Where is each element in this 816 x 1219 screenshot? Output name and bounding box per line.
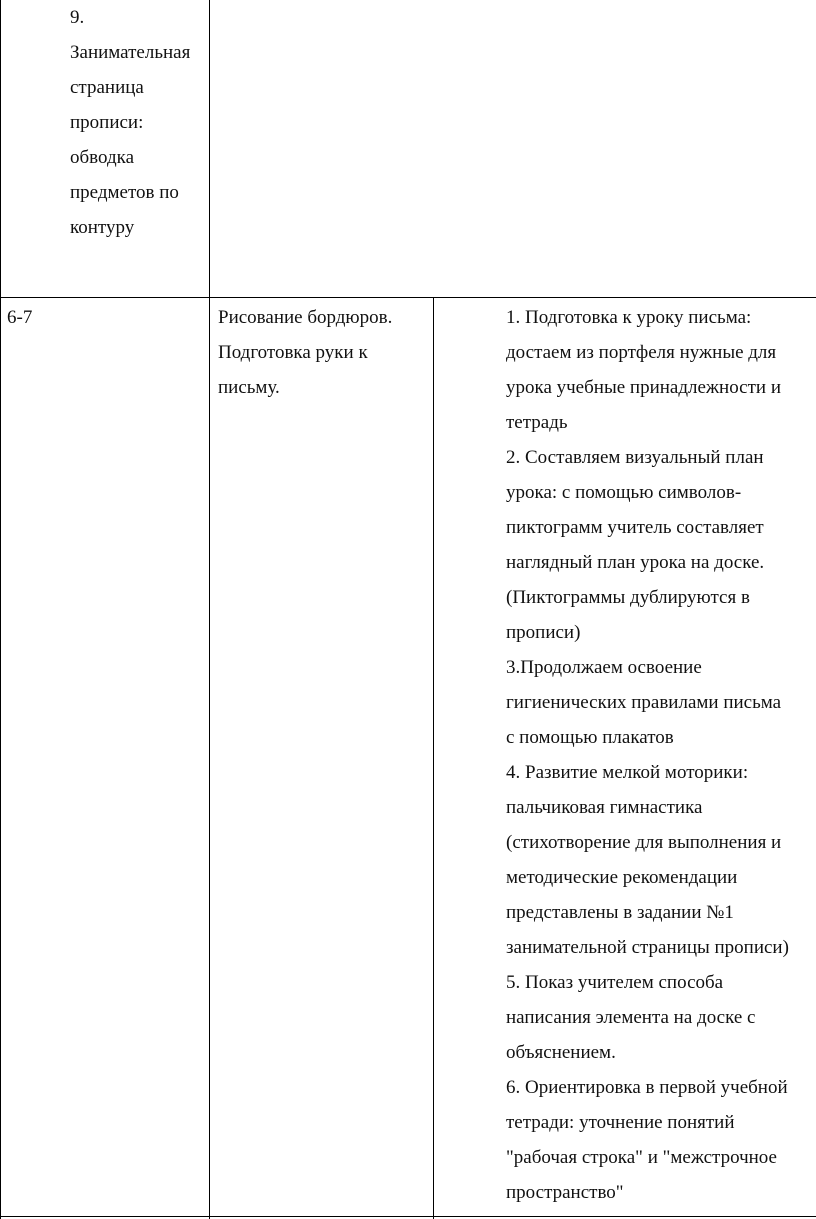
- text-line: достаем из портфеля нужные для: [506, 342, 777, 363]
- text-line: прописи): [506, 622, 581, 643]
- text-line: 1. Подготовка к уроку письма:: [506, 307, 752, 328]
- text-line: наглядный план урока на доске.: [506, 552, 765, 573]
- text-line: 4. Развитие мелкой моторики:: [506, 762, 749, 783]
- text-line: контуру: [70, 217, 135, 238]
- text-line: предметов по: [70, 182, 179, 203]
- text-line: объяснением.: [506, 1042, 616, 1063]
- table-bottom-border: [0, 1216, 816, 1217]
- text-line: Подготовка руки к: [218, 342, 368, 363]
- text-line: Рисование бордюров.: [218, 307, 393, 328]
- text-line: написания элемента на доске с: [506, 1007, 756, 1028]
- text-line: "рабочая строка" и "межстрочное: [506, 1147, 777, 1168]
- text-line: с помощью плакатов: [506, 727, 674, 748]
- text-line: представлены в задании №1: [506, 902, 734, 923]
- text-line: 2. Составляем визуальный план: [506, 447, 764, 468]
- text-line: тетрадь: [506, 412, 568, 433]
- text-line: страница: [70, 77, 144, 98]
- text-line: письму.: [218, 377, 280, 398]
- text-line: методические рекомендации: [506, 867, 738, 888]
- row2-lesson-number: 6-7: [7, 307, 33, 328]
- row2-topic-cell: [218, 300, 392, 405]
- column-divider-2: [433, 297, 434, 1219]
- text-line: пальчиковая гимнастика: [506, 797, 703, 818]
- table-left-border: [0, 0, 1, 1219]
- text-line: занимательной страницы прописи): [506, 937, 789, 958]
- row2-activities-cell: [506, 300, 789, 1210]
- text-line: 5. Показ учителем способа: [506, 972, 724, 993]
- text-line: пиктограмм учитель составляет: [506, 517, 764, 538]
- text-line: обводка: [70, 147, 135, 168]
- text-line: (Пиктограммы дублируются в: [506, 587, 750, 608]
- text-line: 3.Продолжаем освоение: [506, 657, 702, 678]
- text-line: 6. Ориентировка в первой учебной: [506, 1077, 788, 1098]
- text-line: гигиенических правилами письма: [506, 692, 782, 713]
- text-line: Занимательная: [70, 42, 191, 63]
- text-line: урока учебные принадлежности и: [506, 377, 782, 398]
- row-divider: [0, 297, 816, 298]
- text-line: прописи:: [70, 112, 144, 133]
- text-line: тетради: уточнение понятий: [506, 1112, 735, 1133]
- column-divider-1: [209, 0, 210, 1219]
- text-line: (стихотворение для выполнения и: [506, 832, 782, 853]
- row1-topic-cell: [70, 0, 190, 245]
- text-line: пространство": [506, 1182, 624, 1203]
- text-line: урока: с помощью символов-: [506, 482, 742, 503]
- text-line: 9.: [70, 7, 85, 28]
